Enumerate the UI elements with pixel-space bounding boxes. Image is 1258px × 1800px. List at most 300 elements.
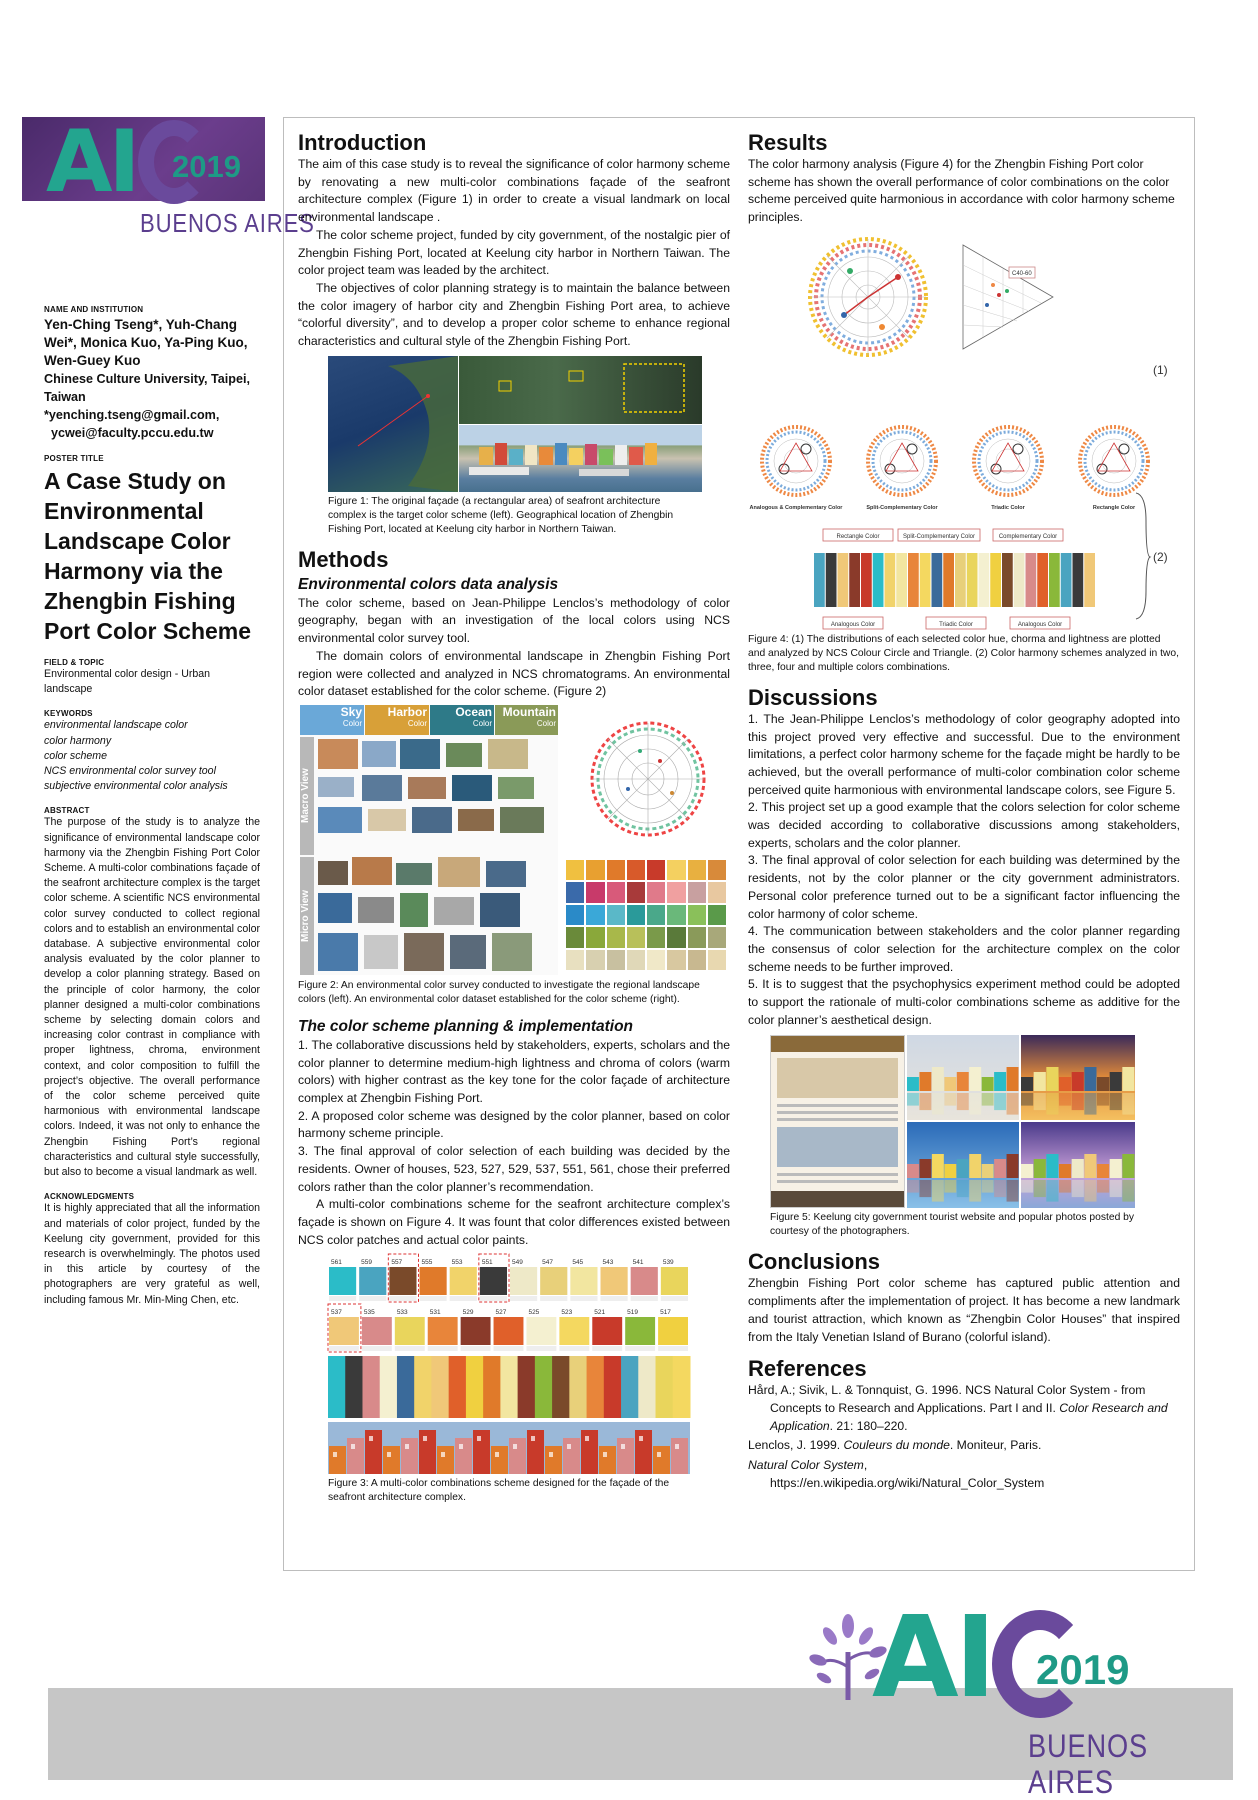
fig2-micro-label: Micro View [300, 857, 314, 975]
house-number-label: 543 [602, 1259, 614, 1267]
photo-reflection [982, 1093, 994, 1106]
harmony-stripe [849, 553, 860, 607]
house-facade [419, 1430, 436, 1474]
color-swatch [480, 1267, 507, 1295]
sidebar [44, 305, 260, 1308]
color-swatch [494, 1317, 524, 1345]
harmony-stripe [932, 553, 943, 607]
poster-title-label: POSTER TITLE [44, 454, 104, 463]
swatch-code-strip [362, 1346, 392, 1351]
house-number-label: 531 [429, 1309, 441, 1317]
keyword: subjective environmental color analysis [44, 780, 228, 793]
house-facade [581, 1430, 598, 1474]
facade-stripe [500, 1356, 518, 1418]
photo-house [1110, 1072, 1122, 1091]
photo-reflection [1097, 1180, 1109, 1193]
harmony-stripe [896, 553, 907, 607]
house-facade [401, 1438, 418, 1474]
poster-title: A Case Study on Environmental Landscape Color Harmony via the Zhengbin Fishing Port Color Scheme [44, 468, 252, 644]
color-swatch [661, 1267, 688, 1295]
keyword: color scheme [44, 749, 107, 762]
photo-reflection [957, 1180, 969, 1197]
house-number-label: 547 [542, 1259, 554, 1267]
fig1-caption: Figure 1: The original façade (a rectangular area) of seafront architecture complex is the target color scheme (left). Geographical location of Zhengbin Fishing Port, located at Keelung city harbor in Northern Taiwan. [328, 495, 674, 535]
house-window [351, 1444, 355, 1449]
photo-reflection [1072, 1093, 1084, 1110]
fig2-mountain-sub: Color [536, 718, 556, 728]
reference-3-title: Natural Color System [748, 1458, 864, 1473]
house-window [369, 1436, 373, 1441]
fig2-harbor-label: Harbor [387, 704, 427, 719]
photo-house [919, 1072, 931, 1091]
right-column [748, 130, 1180, 1493]
reference-2-tail: . Moniteur, Paris. [949, 1438, 1042, 1453]
photo-house [1007, 1154, 1019, 1178]
photo-reflection [1034, 1180, 1046, 1197]
house-facade [473, 1430, 490, 1474]
reference-3 [748, 1457, 1180, 1492]
house-facade [527, 1430, 544, 1474]
harmony-stripe [955, 553, 966, 607]
harmony-circle-label: Triadic Color [991, 504, 1025, 511]
photo-house [1072, 1159, 1084, 1178]
color-swatch [510, 1267, 537, 1295]
facade-stripe [535, 1356, 553, 1418]
swatch-code-strip [480, 1296, 507, 1301]
photo-reflection [1072, 1180, 1084, 1197]
fig4-mark-2: (2) [1153, 549, 1168, 564]
swatch-code-strip [329, 1346, 359, 1351]
figure-1 [328, 356, 702, 492]
house-window [675, 1444, 679, 1449]
fig4-tri-label: C40-60 [1012, 270, 1032, 277]
harmony-stripe [1002, 553, 1013, 607]
house-window [585, 1436, 589, 1441]
harmony-stripe [1049, 553, 1060, 607]
house-facade [509, 1438, 526, 1474]
house-number-label: 521 [594, 1309, 606, 1317]
fig4-mark-1: (1) [1153, 362, 1168, 377]
color-swatch [329, 1267, 356, 1295]
house-facade [491, 1446, 508, 1474]
photo-house [1046, 1154, 1058, 1178]
house-window [549, 1452, 553, 1457]
logo-year: 2019 [172, 149, 241, 184]
swatch-code-strip [540, 1296, 567, 1301]
swatch-code-strip [625, 1346, 655, 1351]
photo-reflection [932, 1093, 944, 1115]
house-number-label: 519 [627, 1309, 639, 1317]
photo-reflection [1034, 1093, 1046, 1110]
left-column [298, 130, 730, 1505]
ack-label: ACKNOWLEDGMENTS [44, 1192, 135, 1202]
facade-stripe [380, 1356, 398, 1418]
harmony-circle [866, 427, 938, 511]
ncs-color-circle [568, 707, 728, 857]
photo-reflection [1046, 1093, 1058, 1115]
house-window [495, 1452, 499, 1457]
house-facade [383, 1446, 400, 1474]
harmony-box-label: Analogous Color [830, 621, 876, 628]
methods-sub1: Environmental colors data analysis [298, 575, 559, 593]
swatch-code-strip [658, 1346, 688, 1351]
harmony-box-label: Complementary Color [998, 533, 1058, 540]
photo-reflection [919, 1093, 931, 1110]
photo-house [994, 1072, 1006, 1091]
harmony-stripe [1061, 553, 1072, 607]
harmony-circle [750, 427, 844, 511]
photo-reflection [994, 1093, 1006, 1110]
house-number-label: 539 [662, 1259, 674, 1267]
facade-stripe [621, 1356, 639, 1418]
house-window [387, 1452, 391, 1457]
facade-stripe [518, 1356, 536, 1418]
color-swatch [395, 1317, 425, 1345]
color-swatch [428, 1317, 458, 1345]
email-1[interactable]: *yenching.tseng@gmail.com, [44, 408, 220, 422]
house-number-label: 541 [632, 1259, 644, 1267]
harmony-stripe [920, 553, 931, 607]
photo-reflection [1122, 1180, 1134, 1202]
house-number-label: 535 [363, 1309, 375, 1317]
harmony-stripe [1084, 553, 1095, 607]
abstract-label: ABSTRACT [44, 806, 90, 816]
color-swatch [362, 1317, 392, 1345]
photo-house [1097, 1164, 1109, 1178]
photo-reflection [907, 1093, 919, 1106]
harmony-circle-label: Analogous & Complementary Color [749, 504, 843, 511]
house-facade [653, 1446, 670, 1474]
photo-reflection [944, 1180, 956, 1193]
conclusions-heading: Conclusions [748, 1249, 881, 1275]
swatch-code-strip [661, 1296, 688, 1301]
fig4-harmony-analysis [748, 231, 1180, 631]
figure-3 [328, 1254, 690, 1474]
map-image [328, 356, 458, 492]
plan-item-2: 2. A proposed color scheme was designed by the color planner, based on color harmony scheme principle. [298, 1108, 730, 1141]
reference-1-tail: . 21: 180–220. [829, 1418, 908, 1433]
house-number-label: 545 [572, 1259, 584, 1267]
photo-house [982, 1077, 994, 1091]
photo-house [907, 1164, 919, 1178]
harmony-stripe [1026, 553, 1037, 607]
facade-stripe [397, 1356, 415, 1418]
swatch-code-strip [510, 1296, 537, 1301]
figure-2 [298, 705, 730, 975]
color-swatch [625, 1317, 655, 1345]
photo-house [969, 1067, 981, 1091]
photo-reflection [1059, 1093, 1071, 1106]
facade-stripe [552, 1356, 570, 1418]
photo-house [957, 1072, 969, 1091]
discussion-item-3: 3. The final approval of color selection for each building was determined by the residents, not by the color planner or the city government administrators. Personal color preference turned out to be a significant factor influencing the color harmony of color scheme. [748, 853, 1180, 921]
house-number-label: 551 [481, 1259, 493, 1267]
photo-house [1122, 1154, 1134, 1178]
photo-reflection [1021, 1093, 1033, 1106]
photo-house [1084, 1154, 1096, 1178]
figure-5 [770, 1035, 1135, 1208]
fig3-caption: Figure 3: A multi-color combinations scheme designed for the façade of the seafront architecture complex. [328, 1478, 670, 1504]
photo-house [994, 1159, 1006, 1178]
color-swatch [461, 1317, 491, 1345]
house-number-label: 555 [421, 1259, 433, 1267]
results-heading: Results [748, 130, 828, 155]
popular-photos [907, 1035, 1135, 1208]
color-swatch [540, 1267, 567, 1295]
photo-house [944, 1164, 956, 1178]
reference-2 [748, 1437, 1180, 1455]
house-window [441, 1452, 445, 1457]
field-topic: Environmental color design - Urban landscape [44, 668, 211, 696]
swatch-code-strip [526, 1346, 556, 1351]
reference-2-text: Lenclos, J. 1999. [748, 1438, 844, 1453]
color-swatch [359, 1267, 386, 1295]
photo-reflection [1007, 1180, 1019, 1202]
logo-ai-letters: AI [46, 112, 137, 212]
methods-sub2: The color scheme planning & implementation [298, 1017, 634, 1035]
facade-stripe [431, 1356, 449, 1418]
photo-house [907, 1077, 919, 1091]
harmony-stripe [990, 553, 1001, 607]
swatch-code-strip [420, 1296, 447, 1301]
photo-house [1046, 1067, 1058, 1091]
house-number-label: 529 [462, 1309, 474, 1317]
methods-p1: The color scheme, based on Jean-Philippe Lenclos’s methodology of color geography, began with an investigation of the local colors using NCS environmental color survey tool. [298, 595, 730, 646]
institution: Chinese Culture University, Taipei, Taiwan [44, 372, 250, 404]
survey-photos [316, 737, 558, 975]
photo-house [1097, 1077, 1109, 1091]
fig2-sky-label: Sky [340, 704, 362, 719]
fig5-caption: Figure 5: Keelung city government tourist website and popular photos posted by courtesy of the photographers. [770, 1212, 1135, 1238]
swatch-code-strip [389, 1296, 416, 1301]
house-window [603, 1452, 607, 1457]
house-number-label: 533 [396, 1309, 408, 1317]
house-facade [617, 1438, 634, 1474]
photo-reflection [1122, 1093, 1134, 1115]
swatch-code-strip [461, 1346, 491, 1351]
harmony-stripe [885, 553, 896, 607]
swatch-code-strip [592, 1346, 622, 1351]
photo-house [1021, 1164, 1033, 1178]
photo-reflection [932, 1180, 944, 1202]
facade-stripe [638, 1356, 656, 1418]
photo-house [1007, 1067, 1019, 1091]
fig3-scheme [328, 1254, 690, 1474]
photo-house [1034, 1072, 1046, 1091]
house-number-label: 561 [331, 1259, 342, 1267]
harmony-circle-label: Rectangle Color [1092, 504, 1136, 511]
photo-reflection [1097, 1093, 1109, 1106]
photo-reflection [1084, 1093, 1096, 1115]
photo-house [944, 1077, 956, 1091]
swatch-code-strip [570, 1296, 597, 1301]
house-window [657, 1452, 661, 1457]
swatch-code-strip [395, 1346, 425, 1351]
port-photo [459, 425, 702, 492]
house-window [459, 1444, 463, 1449]
photo-house [969, 1154, 981, 1178]
keyword: environmental landscape color [44, 719, 188, 732]
photo-reflection [969, 1180, 981, 1202]
color-swatch [658, 1317, 688, 1345]
facade-stripe [483, 1356, 501, 1418]
color-swatch [329, 1317, 359, 1345]
facade-stripe [449, 1356, 467, 1418]
harmony-stripe [979, 553, 990, 607]
references-heading: References [748, 1356, 867, 1382]
photo-reflection [944, 1093, 956, 1106]
photo-house [982, 1164, 994, 1178]
swatch-code-strip [428, 1346, 458, 1351]
color-swatch [570, 1267, 597, 1295]
house-number-label: 549 [512, 1259, 523, 1267]
intro-p1: The aim of this case study is to reveal the significance of color harmony scheme by renovating a new multi-color combinations façade of the seafront architecture complex (Figure 1) in order to create a visual landmark on local environmental landscape . [298, 157, 730, 225]
reference-3-url[interactable]: https://en.wikipedia.org/wiki/Natural_Color_System [770, 1475, 1045, 1490]
logo-bottom-year: 2019 [1036, 1646, 1130, 1693]
harmony-box-label: Rectangle Color [836, 533, 880, 540]
keywords-label: KEYWORDS [44, 709, 93, 719]
authors: Yen-Ching Tseng*, Yuh-Chang Wei*, Monica Kuo, Ya-Ping Kuo, Wen-Guey Kuo [44, 317, 248, 368]
email-2[interactable]: ycwei@faculty.pccu.edu.tw [51, 426, 214, 440]
figure-4 [748, 231, 1180, 631]
intro-p2: The color scheme project, funded by city government, of the nostalgic pier of Zhengbin Fishing Port, located at Keelung city harbor in Northern Taiwan. The color project team was leaded by the architect. [298, 227, 730, 278]
reference-1 [748, 1382, 1180, 1435]
house-number-label: 557 [391, 1259, 403, 1267]
house-window [639, 1436, 643, 1441]
color-swatch [420, 1267, 447, 1295]
color-swatch [601, 1267, 628, 1295]
facade-stripe [466, 1356, 484, 1418]
house-number-label: 537 [331, 1309, 342, 1317]
methods-p3: A multi-color combinations scheme for the seafront architecture complex’s façade is shown on Figure 4. It was fount that color differences existed between NCS color patches and actual color paints. [298, 1197, 730, 1247]
harmony-stripe [873, 553, 884, 607]
reference-2-book: Couleurs du monde [843, 1438, 950, 1453]
house-number-label: 527 [495, 1309, 507, 1317]
fig2-macro-label: Macro View [300, 737, 314, 855]
color-swatch [559, 1317, 589, 1345]
abstract-text: The purpose of the study is to analyze the significance of environmental landscape color harmony via the Zhengbin Fishing Port Color Scheme. A multi-color combinations façade of the seafront architecture complex is the target color scheme. A scientific NCS environmental color survey conducted to collect regional colors and to establish an environmental color database. A subjective environmental color analysis evaluated by the color planner to develop a color planning strategy. Based on the principle of color harmony, the color planner designed a multi-color combinations scheme by selecting domain colors and increasing color contrast in compliance with proper lightness, chroma, environment context, and color composition to fulfill the project’s objective. The overall performance of the color scheme perceived quite harmonious with environmental landscape colors. Indeed, it was not only to enhance the Zhengbin Fishing Port’s regional characteristics and cultural style successfully, but also to become a visual landmark as well. [44, 816, 260, 1179]
keyword: NCS environmental color survey tool [44, 765, 216, 778]
logo-bottom-ai: AI [872, 1593, 993, 1723]
facade-stripe [328, 1356, 346, 1418]
fig2-caption: Figure 2: An environmental color survey conducted to investigate the regional landscape colors (left). An environmental color dataset established for the color scheme (right). [298, 979, 700, 1005]
house-facade [599, 1446, 616, 1474]
facade-stripe [569, 1356, 587, 1418]
facade-stripe [587, 1356, 605, 1418]
photo-house [1059, 1164, 1071, 1178]
house-facade [455, 1438, 472, 1474]
tourist-website-screenshot [770, 1035, 905, 1208]
photo-house [932, 1154, 944, 1178]
fig2-harbor-sub: Color [407, 718, 427, 728]
swatch-code-strip [450, 1296, 477, 1301]
field-label: FIELD & TOPIC [44, 658, 105, 667]
photo-reflection [969, 1093, 981, 1115]
ack-text: It is highly appreciated that all the information and materials of color project, funded by the Keelung city government, provided for this research is overwhelmingly. The photos used in this article by courtesy of the photographers are very grateful as well, including famous Mr. Min-Ming Chen, etc. [44, 1202, 260, 1306]
harmony-stripe [838, 553, 849, 607]
harmony-circle [974, 427, 1042, 511]
house-facade [563, 1438, 580, 1474]
photo-reflection [1021, 1180, 1033, 1193]
facade-stripe [673, 1356, 691, 1418]
house-window [333, 1452, 337, 1457]
house-number-label: 559 [361, 1259, 373, 1267]
discussion-item-1: 1. The Jean-Philippe Lenclos’s methodology of color geography adopted into this project proved very effective and successful. Due to the environment limitations, a perfect color harmony scheme for the façade might be hardly to be achieved, but the overall performance of multi-color combination color scheme perceived quite harmonious with environmental landscape colors, see Figure 5. [748, 711, 1180, 797]
reference-3-comma: , [863, 1458, 868, 1473]
house-number-label: 525 [528, 1309, 540, 1317]
intro-p3: The objectives of color planning strategy is to maintain the balance between the color imagery of harbor city and Zhengbin Fishing Port area, to achieve “colorful diversity”, and to develop a proper color scheme to enhance regional characteristics and cultural style of the Zhengbin Fishing Port. [298, 280, 730, 349]
discussion-item-5: 5. It is to suggest that the psychophysics experiment method could be adopted to support the rationale of multi-color combinations scheme as additive for the color planner’s aesthetical design. [748, 977, 1180, 1027]
photo-house [1122, 1067, 1134, 1091]
discussions-heading: Discussions [748, 684, 878, 710]
house-window [477, 1436, 481, 1441]
harmony-stripe [1014, 553, 1025, 607]
logo-city: BUENOS AIRES [140, 208, 315, 238]
harmony-stripe [1073, 553, 1084, 607]
house-number-label: 523 [561, 1309, 573, 1317]
fig2-mountain-label: Mountain [502, 704, 556, 719]
photo-reflection [1046, 1180, 1058, 1202]
house-facade [437, 1446, 454, 1474]
harmony-circle-label: Split-Complementary Color [866, 504, 938, 511]
name-label: NAME AND INSTITUTION [44, 305, 144, 314]
photo-house [1084, 1067, 1096, 1091]
plan-item-1: 1. The collaborative discussions held by stakeholders, experts, scholars and the color planner to determine medium-high lightness and chroma of colors (warm colors) with higher contrast as the key tone for the color façade of architecture complex at Zhengbin Fishing Port. [298, 1037, 730, 1106]
photo-reflection [919, 1180, 931, 1197]
photo-reflection [1059, 1180, 1071, 1193]
color-swatch [592, 1317, 622, 1345]
photo-house [1034, 1159, 1046, 1178]
house-window [405, 1444, 409, 1449]
facade-stripe [362, 1356, 380, 1418]
intro-heading: Introduction [298, 130, 427, 155]
swatch-code-strip [329, 1296, 356, 1301]
house-facade [671, 1438, 688, 1474]
harmony-stripe [908, 553, 919, 607]
house-window [621, 1444, 625, 1449]
discussion-item-2: 2. This project set up a good example that the colors selection for color scheme was decided according to collaborative discussions among stakeholders, experts, scholars and the color planner. [748, 800, 1180, 850]
house-facade [545, 1446, 562, 1474]
color-dataset-grid [566, 860, 726, 970]
house-window [423, 1436, 427, 1441]
swatch-code-strip [631, 1296, 658, 1301]
harmony-stripe [1037, 553, 1048, 607]
photo-house [1110, 1159, 1122, 1178]
facade-stripe [414, 1356, 432, 1418]
methods-p2: The domain colors of environmental landscape in Zhengbin Fishing Port region were collected and analyzed in NCS chromatograms. An environmental color dataset established for the color scheme. (Figure 2) [298, 648, 730, 699]
harmony-stripe [967, 553, 978, 607]
methods-heading: Methods [298, 546, 389, 572]
harmony-box-label: Split-Complementary Color [902, 533, 976, 540]
reference-1-journal: Color Research and Application [770, 1400, 1168, 1433]
aerial-photo [459, 356, 702, 424]
discussion-item-4: 4. The communication between stakeholders and the color planner regarding the consensus of color selection for the architecture complex on the color scheme needs to be further improved. [748, 924, 1180, 974]
photo-reflection [1007, 1093, 1019, 1115]
photo-reflection [982, 1180, 994, 1193]
fig2-ocean-sub: Color [472, 718, 492, 728]
facade-stripe [656, 1356, 674, 1418]
house-number-label: 553 [451, 1259, 463, 1267]
reference-1-text: Hård, A.; Sivik, L. & Tonnquist, G. 1996. NCS Natural Color System - from Concepts to Research and Applications. Part I and II. [748, 1383, 1146, 1415]
plan-item-3: 3. The final approval of color selection of each building was decided by the residents. Owner of houses, 523, 527, 529, 537, 551, 561, chose their preferred colors rather than the color planner’s recommendation. [298, 1144, 730, 1194]
photo-house [957, 1159, 969, 1178]
logo-bottom-city: BUENOS AIRES [1028, 1728, 1148, 1800]
harmony-stripe [826, 553, 837, 607]
harmony-stripe [943, 553, 954, 607]
photo-house [932, 1067, 944, 1091]
conclusions-p1: Zhengbin Fishing Port color scheme has captured public attention and compliments after the implementation of project. It has become a new landmark and tourist attraction, which known as “Zhengbin Color Houses” that inspired from the Italy Venetian Island of Burano (colorful island). [748, 1276, 1180, 1344]
harmony-box-label: Analogous Color [1017, 621, 1063, 628]
